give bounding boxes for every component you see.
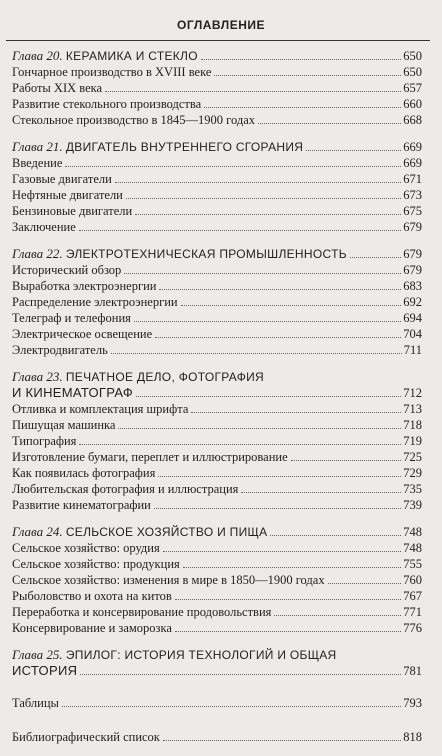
section-title: Сельское хозяйство: изменения в мире в 1850—1900 годах <box>12 573 325 587</box>
section-title: Электродвигатель <box>12 343 108 357</box>
page-number: 713 <box>403 402 422 416</box>
page-number: 657 <box>403 81 422 95</box>
dot-leader <box>115 182 401 183</box>
section-entry <box>12 433 422 449</box>
section-title: Электрическое освещение <box>12 327 153 341</box>
page-header: ОГЛАВЛЕНИЕ <box>176 18 265 32</box>
section-entry <box>12 588 422 604</box>
section-title: Газовые двигатели <box>12 172 112 186</box>
dot-leader <box>204 107 401 108</box>
section-entry <box>12 187 422 203</box>
dot-leader <box>274 615 401 616</box>
section-entry <box>12 171 422 187</box>
chapter-number: Глава 20. <box>12 48 63 63</box>
dot-leader <box>136 396 401 397</box>
dot-leader <box>154 508 401 509</box>
chapter-25 <box>12 647 422 679</box>
chapter-22 <box>12 246 422 358</box>
dot-leader <box>124 273 401 274</box>
page-number: 818 <box>403 730 422 744</box>
dot-leader <box>350 257 401 258</box>
chapter-heading <box>12 48 422 64</box>
section-entry <box>12 112 422 128</box>
section-title: Сельское хозяйство: продукция <box>12 557 180 571</box>
dot-leader <box>175 599 401 600</box>
dot-leader <box>181 305 402 306</box>
page-number: 776 <box>403 621 422 635</box>
page-number: 673 <box>403 188 422 202</box>
section-entry <box>12 604 422 620</box>
section-title: Работы XIX века <box>12 81 103 95</box>
chapter-title: СЕЛЬСКОЕ ХОЗЯЙСТВО И ПИЩА <box>65 525 268 539</box>
chapter-heading <box>12 369 422 385</box>
section-title: Типография <box>12 434 77 448</box>
page-number: 719 <box>403 434 422 448</box>
dot-leader <box>270 535 401 536</box>
section-entry <box>12 620 422 636</box>
page-number: 692 <box>403 295 422 309</box>
section-title: Сельское хозяйство: орудия <box>12 541 160 555</box>
section-title: Распределение электроэнергии <box>12 295 178 309</box>
section-entry <box>12 294 422 310</box>
section-title: Переработка и консервирование продовольствия <box>12 605 272 619</box>
section-title: Рыболовство и охота на китов <box>12 589 172 603</box>
dot-leader <box>126 198 401 199</box>
section-entry <box>12 96 422 112</box>
page-number: 739 <box>403 498 422 512</box>
chapter-20 <box>12 48 422 128</box>
page-number: 679 <box>403 263 422 277</box>
page-number: 771 <box>403 605 422 619</box>
section-title: Исторический обзор <box>12 263 122 277</box>
dot-leader <box>241 492 401 493</box>
chapter-heading <box>12 139 422 155</box>
chapter-number: Глава 21. <box>12 139 63 154</box>
dot-leader <box>291 460 402 461</box>
chapter-title: ПЕЧАТНОЕ ДЕЛО, ФОТОГРАФИЯ <box>65 370 265 384</box>
section-entry <box>12 556 422 572</box>
page-number: 679 <box>403 247 422 261</box>
section-title: Телеграф и телефония <box>12 311 131 325</box>
page-number: 711 <box>403 343 422 357</box>
section-entry <box>12 155 422 171</box>
section-entry <box>12 417 422 433</box>
page-number: 650 <box>403 49 422 63</box>
dot-leader <box>65 166 401 167</box>
section-title: Изготовление бумаги, переплет и иллюстрирование <box>12 450 288 464</box>
section-title: Введение <box>12 156 63 170</box>
page-number: 748 <box>403 541 422 555</box>
dot-leader <box>158 476 401 477</box>
section-entry <box>12 401 422 417</box>
chapter-heading <box>12 246 422 262</box>
dot-leader <box>306 150 401 151</box>
chapter-number: Глава 24. <box>12 524 63 539</box>
chapter-heading-continued <box>12 385 422 401</box>
section-entry <box>12 342 422 358</box>
dot-leader <box>79 444 401 445</box>
section-entry <box>12 449 422 465</box>
chapter-title: ЭЛЕКТРОТЕХНИЧЕСКАЯ ПРОМЫШЛЕННОСТЬ <box>65 247 347 261</box>
dot-leader <box>79 230 402 231</box>
page-number: 760 <box>403 573 422 587</box>
table-of-contents <box>12 48 422 756</box>
section-title: Консервирование и заморозка <box>12 621 172 635</box>
page-number: 704 <box>403 327 422 341</box>
page-number: 671 <box>403 172 422 186</box>
dot-leader <box>183 567 401 568</box>
section-title: Отливка и комплектация шрифта <box>12 402 189 416</box>
dot-leader <box>118 428 401 429</box>
chapter-title: ДВИГАТЕЛЬ ВНУТРЕННЕГО СГОРАНИЯ <box>65 140 304 154</box>
bibliography-label: Библиографический список <box>12 730 160 744</box>
tables-label: Таблицы <box>12 696 59 710</box>
dot-leader <box>214 75 401 76</box>
dot-leader <box>62 706 401 707</box>
page-number: 755 <box>403 557 422 571</box>
section-entry <box>12 80 422 96</box>
section-entry <box>12 310 422 326</box>
chapter-number: Глава 22. <box>12 246 63 261</box>
page-number: 650 <box>403 65 422 79</box>
page-number: 669 <box>403 140 422 154</box>
dot-leader <box>191 412 401 413</box>
section-entry <box>12 278 422 294</box>
chapter-23 <box>12 369 422 513</box>
dot-leader <box>163 740 401 741</box>
page-number: 735 <box>403 482 422 496</box>
page-number: 767 <box>403 589 422 603</box>
page-number: 729 <box>403 466 422 480</box>
chapter-heading <box>12 647 422 663</box>
page-number: 712 <box>403 386 422 400</box>
section-entry <box>12 572 422 588</box>
dot-leader <box>105 91 401 92</box>
dot-leader <box>163 551 402 552</box>
chapter-number: Глава 25. <box>12 647 63 662</box>
section-title: Бензиновые двигатели <box>12 204 133 218</box>
page-number: 669 <box>403 156 422 170</box>
chapter-title-line2: ИСТОРИЯ <box>12 663 78 678</box>
section-entry <box>12 262 422 278</box>
section-title: Развитие стекольного производства <box>12 97 202 111</box>
dot-leader <box>80 674 401 675</box>
page-number: 694 <box>403 311 422 325</box>
section-entry <box>12 497 422 513</box>
section-entry <box>12 540 422 556</box>
dot-leader <box>159 289 401 290</box>
dot-leader <box>111 353 402 354</box>
page-number: 675 <box>403 204 422 218</box>
section-entry <box>12 219 422 235</box>
page-number: 793 <box>403 696 422 710</box>
page-number: 781 <box>403 664 422 678</box>
section-entry <box>12 465 422 481</box>
section-title: Стекольное производство в 1845—1900 годах <box>12 113 256 127</box>
page-number: 679 <box>403 220 422 234</box>
section-title: Заключение <box>12 220 76 234</box>
chapter-title: ЭПИЛОГ: ИСТОРИЯ ТЕХНОЛОГИЙ И ОБЩАЯ <box>65 648 337 662</box>
section-entry <box>12 203 422 219</box>
dot-leader <box>134 321 401 322</box>
page-number: 668 <box>403 113 422 127</box>
chapter-number: Глава 23. <box>12 369 63 384</box>
chapter-heading-continued <box>12 663 422 679</box>
section-entry <box>12 481 422 497</box>
header-rule <box>6 40 430 41</box>
dot-leader <box>328 583 402 584</box>
section-title: Выработка электроэнергии <box>12 279 157 293</box>
section-title: Как появилась фотография <box>12 466 156 480</box>
section-title: Любительская фотография и иллюстрация <box>12 482 239 496</box>
page-number: 748 <box>403 525 422 539</box>
chapter-title-line2: И КИНЕМАТОГРАФ <box>12 385 134 400</box>
chapter-21 <box>12 139 422 235</box>
chapter-heading <box>12 524 422 540</box>
section-entry <box>12 64 422 80</box>
page-number: 660 <box>403 97 422 111</box>
dot-leader <box>175 631 401 632</box>
page-number: 683 <box>403 279 422 293</box>
section-title: Гончарное производство в XVIII веке <box>12 65 212 79</box>
section-title: Развитие кинематографии <box>12 498 151 512</box>
section-title: Пишущая машинка <box>12 418 116 432</box>
page-number: 725 <box>403 450 422 464</box>
page-number: 718 <box>403 418 422 432</box>
dot-leader <box>155 337 401 338</box>
chapter-title: КЕРАМИКА И СТЕКЛО <box>65 49 198 63</box>
bibliography-entry <box>12 729 422 745</box>
tables-entry <box>12 695 422 711</box>
section-title: Нефтяные двигатели <box>12 188 123 202</box>
chapter-24 <box>12 524 422 636</box>
dot-leader <box>258 123 401 124</box>
section-entry <box>12 326 422 342</box>
dot-leader <box>135 214 401 215</box>
dot-leader <box>201 59 401 60</box>
